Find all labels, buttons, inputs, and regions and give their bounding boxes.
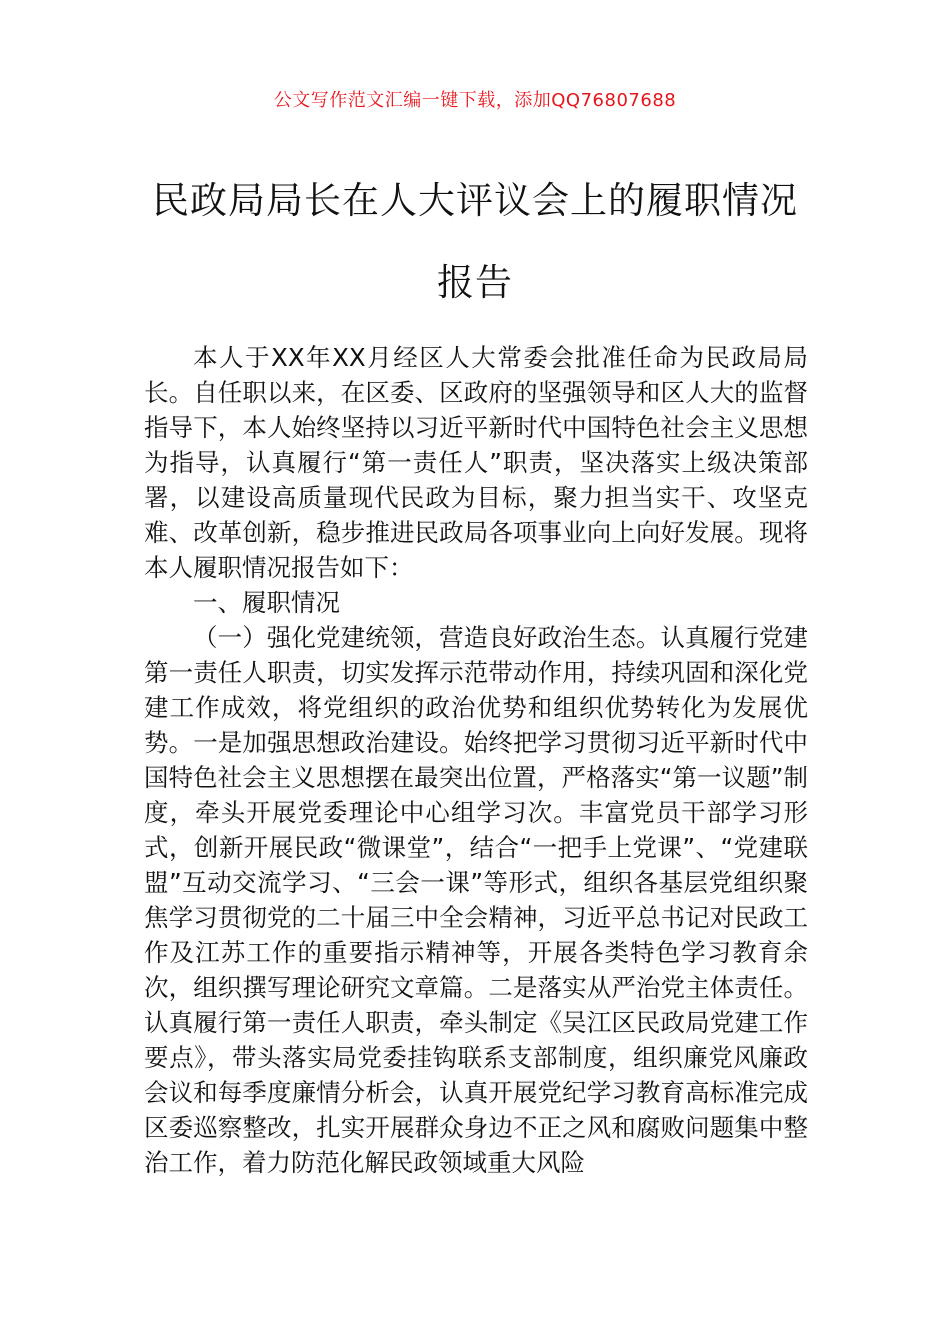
body-paragraph: （一）强化党建统领，营造良好政治生态。认真履行党建第一责任人职责，切实发挥示范带动作用，持续巩固和深化党建工作成效，将党组织的政治优势和组织优势转化为发展优势。一是加强思想政治建设。始终把学习贯彻习近平新时代中国特色社会主义思想摆在最突出位置，严格落实“第一议题”制度，牵头开展党委理论中心组学习次。丰富党员干部学习形式，创新开展民政“微课堂”，结合“一把手上党课”、“党建联盟”互动交流学习、“三会一课”等形式，组织各基层党组织聚焦学习贯彻党的二十届三中全会精神，习近平总书记对民政工作及江苏工作的重要指示精神等，开展各类特色学习教育余次，组织撰写理论研究文章篇。二是落实从严治党主体责任。认真履行第一责任人职责，牵头制定《吴江区民政局党建工作要点》，带头落实局党委挂钩联系支部制度，组织廉党风廉政会议和每季度廉情分析会，认真开展党纪学习教育高标准完成区委巡察整改，扎实开展群众身边不正之风和腐败问题集中整治工作，着力防范化解民政领域重大风险 [144,623,808,1177]
download-notice: 公文写作范文汇编一键下载，添加QQ76807688 [273,90,677,111]
document-title: 民政局局长在人大评议会上的履职情况报告 [152,179,798,304]
document-body [144,340,808,1180]
intro-paragraph: 本人于XX年XX月经区人大常委会批准任命为民政局局长。自任职以来，在区委、区政府的坚强领导和区人大的监督指导下，本人始终坚持以习近平新时代中国特色社会主义思想为指导，认真履行“第一责任人”职责，坚决落实上级决策部署，以建设高质量现代民政为目标，聚力担当实干、攻坚克难、改革创新，稳步推进民政局各项事业向上向好发展。现将本人履职情况报告如下： [144,343,808,582]
section-heading: 一、履职情况 [193,588,340,617]
